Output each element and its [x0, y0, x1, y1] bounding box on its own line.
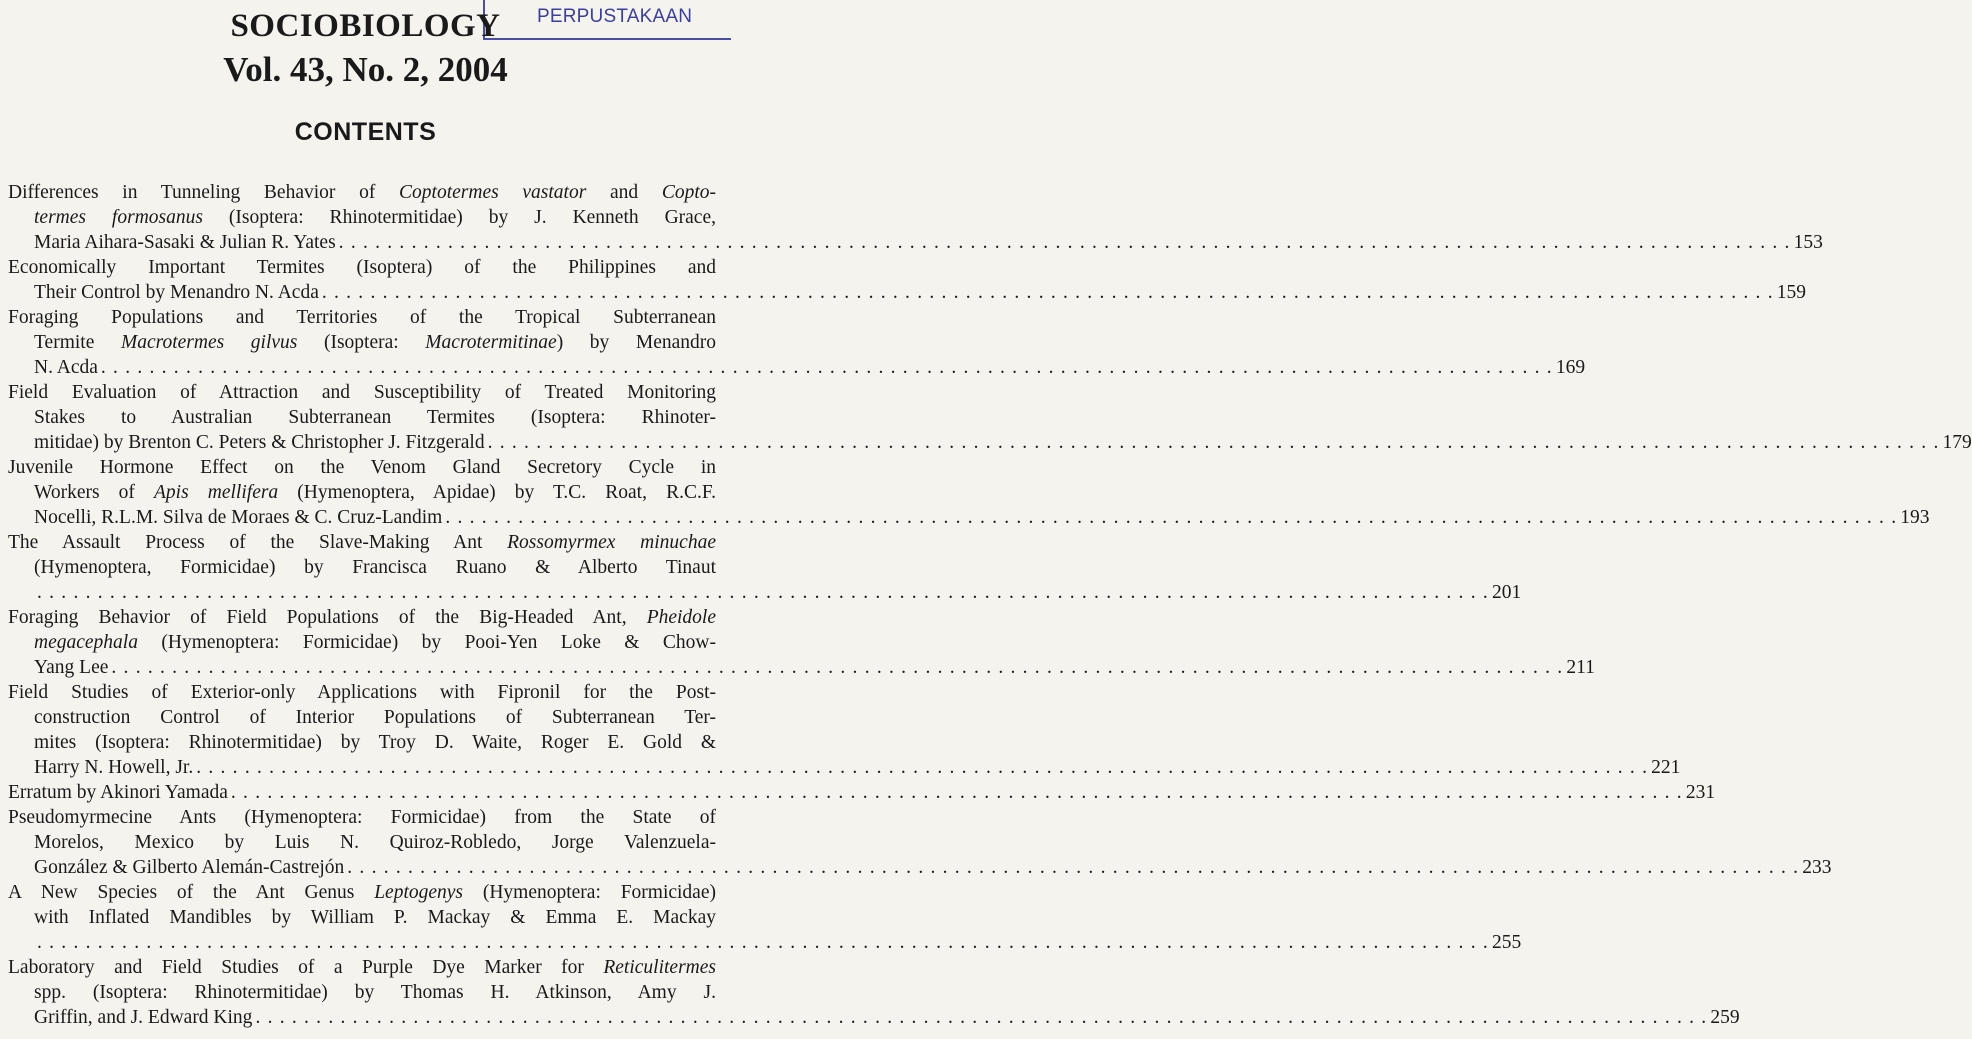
toc-entry-text: Maria Aihara-Sasaki & Julian R. Yates [34, 232, 336, 253]
dot-leader: . . . . . . . . . . . . . . . . . . . . . . . . . . . . . . . . . . . . . . . . . . . . . . . . . . . . . . . . . . . . . . . . . . . . . . . . . . . . . . . . . . . . . . . . . . . . . . . . . . . . . . . . . . . . . . . . . . . . . . . . [37, 582, 1489, 603]
toc-entry-last-line [8, 355, 1586, 380]
toc-entry [8, 605, 1595, 680]
toc-entry-last-line [8, 655, 1595, 680]
page-number: 159 [1776, 282, 1807, 303]
page-number: 255 [1491, 932, 1522, 953]
page-number: 179 [1942, 432, 1972, 453]
stamp-text: PERPUSTAKAAN [537, 6, 693, 27]
toc-entry-last-line [8, 1005, 1740, 1030]
dot-leader: . . . . . . . . . . . . . . . . . . . . . . . . . . . . . . . . . . . . . . . . . . . . . . . . . . . . . . . . . . . . . . . . . . . . . . . . . . . . . . . . . . . . . . . . . . . . . . . . . . . . . . . . . . . . . . . . . . . . . . . . [230, 782, 1683, 803]
page-number: 201 [1491, 582, 1522, 603]
toc-entry-last-line [8, 580, 1522, 605]
toc-entry-last-line [8, 780, 1716, 805]
page-number: 233 [1802, 857, 1832, 878]
toc-entry-last-line [8, 230, 1823, 255]
page-number: 259 [1710, 1007, 1740, 1028]
toc-entry-line: The Assault Process of the Slave-Making Ant Rossomyrmex minuchae [8, 532, 716, 553]
toc-entry-line: Field Studies of Exterior-only Applications with Fipronil for the Post- [8, 682, 716, 703]
toc-entry-line: Differences in Tunneling Behavior of Coptotermes vastator and Copto- [8, 182, 716, 203]
dot-leader: . . . . . . . . . . . . . . . . . . . . . . . . . . . . . . . . . . . . . . . . . . . . . . . . . . . . . . . . . . . . . . . . . . . . . . . . . . . . . . . . . . . . . . . . . . . . . . . . . . . . . . . . . . . . . . . . . . . . . . . . [445, 507, 1898, 528]
dot-leader: . . . . . . . . . . . . . . . . . . . . . . . . . . . . . . . . . . . . . . . . . . . . . . . . . . . . . . . . . . . . . . . . . . . . . . . . . . . . . . . . . . . . . . . . . . . . . . . . . . . . . . . . . . . . . . . . . . . . . . . . [255, 1007, 1708, 1028]
page-number: 231 [1685, 782, 1716, 803]
toc-entry-line: Field Evaluation of Attraction and Susceptibility of Treated Monitoring [8, 382, 716, 403]
dot-leader: . . . . . . . . . . . . . . . . . . . . . . . . . . . . . . . . . . . . . . . . . . . . . . . . . . . . . . . . . . . . . . . . . . . . . . . . . . . . . . . . . . . . . . . . . . . . . . . . . . . . . . . . . . . . . . . . . . . . . . . . [338, 232, 1791, 253]
toc-entry-line: spp. (Isoptera: Rhinotermitidae) by Thomas H. Atkinson, Amy J. [34, 982, 716, 1003]
dot-leader: . . . . . . . . . . . . . . . . . . . . . . . . . . . . . . . . . . . . . . . . . . . . . . . . . . . . . . . . . . . . . . . . . . . . . . . . . . . . . . . . . . . . . . . . . . . . . . . . . . . . . . . . . . . . . . . . . . . . . . . . [196, 757, 1649, 778]
contents-heading: CONTENTS [294, 118, 437, 146]
toc-entry-line: with Inflated Mandibles by William P. Mackay & Emma E. Mackay [34, 907, 716, 928]
toc-entry [8, 380, 1972, 455]
page-number: 211 [1566, 657, 1595, 678]
dot-leader: . . . . . . . . . . . . . . . . . . . . . . . . . . . . . . . . . . . . . . . . . . . . . . . . . . . . . . . . . . . . . . . . . . . . . . . . . . . . . . . . . . . . . . . . . . . . . . . . . . . . . . . . . . . . . . . . . . . . . . . . [321, 282, 1774, 303]
toc-entry-text: Erratum by Akinori Yamada [8, 782, 228, 803]
toc-entry [8, 255, 1807, 305]
toc-entry-text: mitidae) by Brenton C. Peters & Christopher J. Fitzgerald [34, 432, 485, 453]
toc-entry [8, 880, 1522, 955]
dot-leader: . . . . . . . . . . . . . . . . . . . . . . . . . . . . . . . . . . . . . . . . . . . . . . . . . . . . . . . . . . . . . . . . . . . . . . . . . . . . . . . . . . . . . . . . . . . . . . . . . . . . . . . . . . . . . . . . . . . . . . . . [37, 932, 1489, 953]
toc-entry-line: (Hymenoptera, Formicidae) by Francisca Ruano & Alberto Tinaut [34, 557, 716, 578]
toc-entry [8, 455, 1930, 530]
toc-entry-line: Pseudomyrmecine Ants (Hymenoptera: Formicidae) from the State of [8, 807, 716, 828]
toc-entry-line: Foraging Behavior of Field Populations of the Big-Headed Ant, Pheidole [8, 607, 716, 628]
toc-entry-last-line [8, 280, 1807, 305]
toc-entry-text: Harry N. Howell, Jr. [34, 757, 194, 778]
toc-entry-line: Economically Important Termites (Isoptera) of the Philippines and [8, 257, 716, 278]
toc-entry-line: Foraging Populations and Territories of the Tropical Subterranean [8, 307, 716, 328]
toc-entry-last-line [8, 930, 1522, 955]
toc-entry-text: Their Control by Menandro N. Acda [34, 282, 319, 303]
toc-entry-text: N. Acda [34, 357, 98, 378]
toc-entry-line: A New Species of the Ant Genus Leptogenys (Hymenoptera: Formicidae) [8, 882, 716, 903]
toc-entry-line: Termite Macrotermes gilvus (Isoptera: Macrotermitinae) by Menandro [34, 332, 716, 353]
dot-leader: . . . . . . . . . . . . . . . . . . . . . . . . . . . . . . . . . . . . . . . . . . . . . . . . . . . . . . . . . . . . . . . . . . . . . . . . . . . . . . . . . . . . . . . . . . . . . . . . . . . . . . . . . . . . . . . . . . . . . . . . [100, 357, 1553, 378]
volume-issue: Vol. 43, No. 2, 2004 [223, 50, 508, 89]
toc-entry [8, 180, 1823, 255]
toc-entry [8, 955, 1740, 1030]
toc-entry-text: González & Gilberto Alemán-Castrejón [34, 857, 345, 878]
journal-title: SOCIOBIOLOGY [230, 8, 501, 44]
table-of-contents [8, 180, 1972, 1030]
toc-entry-last-line [8, 855, 1832, 880]
toc-entry-line: Juvenile Hormone Effect on the Venom Gland Secretory Cycle in [8, 457, 716, 478]
toc-entry-line: termes formosanus (Isoptera: Rhinotermitidae) by J. Kenneth Grace, [34, 207, 716, 228]
toc-entry-line: construction Control of Interior Populations of Subterranean Ter- [34, 707, 716, 728]
toc-entry-line: mites (Isoptera: Rhinotermitidae) by Troy D. Waite, Roger E. Gold & [34, 732, 716, 753]
dot-leader: . . . . . . . . . . . . . . . . . . . . . . . . . . . . . . . . . . . . . . . . . . . . . . . . . . . . . . . . . . . . . . . . . . . . . . . . . . . . . . . . . . . . . . . . . . . . . . . . . . . . . . . . . . . . . . . . . . . . . . . . [111, 657, 1564, 678]
toc-entry-text: Griffin, and J. Edward King [34, 1007, 253, 1028]
page-number: 193 [1900, 507, 1930, 528]
toc-entry [8, 530, 1522, 605]
toc-entry-text: Nocelli, R.L.M. Silva de Moraes & C. Cruz-Landim [34, 507, 443, 528]
toc-entry [8, 780, 1716, 805]
toc-entry-text: Yang Lee [34, 657, 109, 678]
page-number: 221 [1651, 757, 1681, 778]
dot-leader: . . . . . . . . . . . . . . . . . . . . . . . . . . . . . . . . . . . . . . . . . . . . . . . . . . . . . . . . . . . . . . . . . . . . . . . . . . . . . . . . . . . . . . . . . . . . . . . . . . . . . . . . . . . . . . . . . . . . . . . . [347, 857, 1800, 878]
toc-entry [8, 305, 1586, 380]
toc-entry-line: Laboratory and Field Studies of a Purple Dye Marker for Reticulitermes [8, 957, 716, 978]
toc-entry [8, 805, 1832, 880]
toc-entry-line: Stakes to Australian Subterranean Termites (Isoptera: Rhinoter- [34, 407, 716, 428]
toc-entry-line: Workers of Apis mellifera (Hymenoptera, Apidae) by T.C. Roat, R.C.F. [34, 482, 716, 503]
toc-entry-last-line [8, 755, 1681, 780]
toc-entry-line: megacephala (Hymenoptera: Formicidae) by Pooi-Yen Loke & Chow- [34, 632, 716, 653]
toc-entry-line: Morelos, Mexico by Luis N. Quiroz-Robledo, Jorge Valenzuela- [34, 832, 716, 853]
toc-entry-last-line [8, 430, 1972, 455]
toc-entry [8, 680, 1681, 780]
page-number: 153 [1793, 232, 1823, 253]
page-number: 169 [1555, 357, 1586, 378]
toc-entry-last-line [8, 505, 1930, 530]
dot-leader: . . . . . . . . . . . . . . . . . . . . . . . . . . . . . . . . . . . . . . . . . . . . . . . . . . . . . . . . . . . . . . . . . . . . . . . . . . . . . . . . . . . . . . . . . . . . . . . . . . . . . . . . . . . . . . . . . . . . . . . . [487, 432, 1940, 453]
